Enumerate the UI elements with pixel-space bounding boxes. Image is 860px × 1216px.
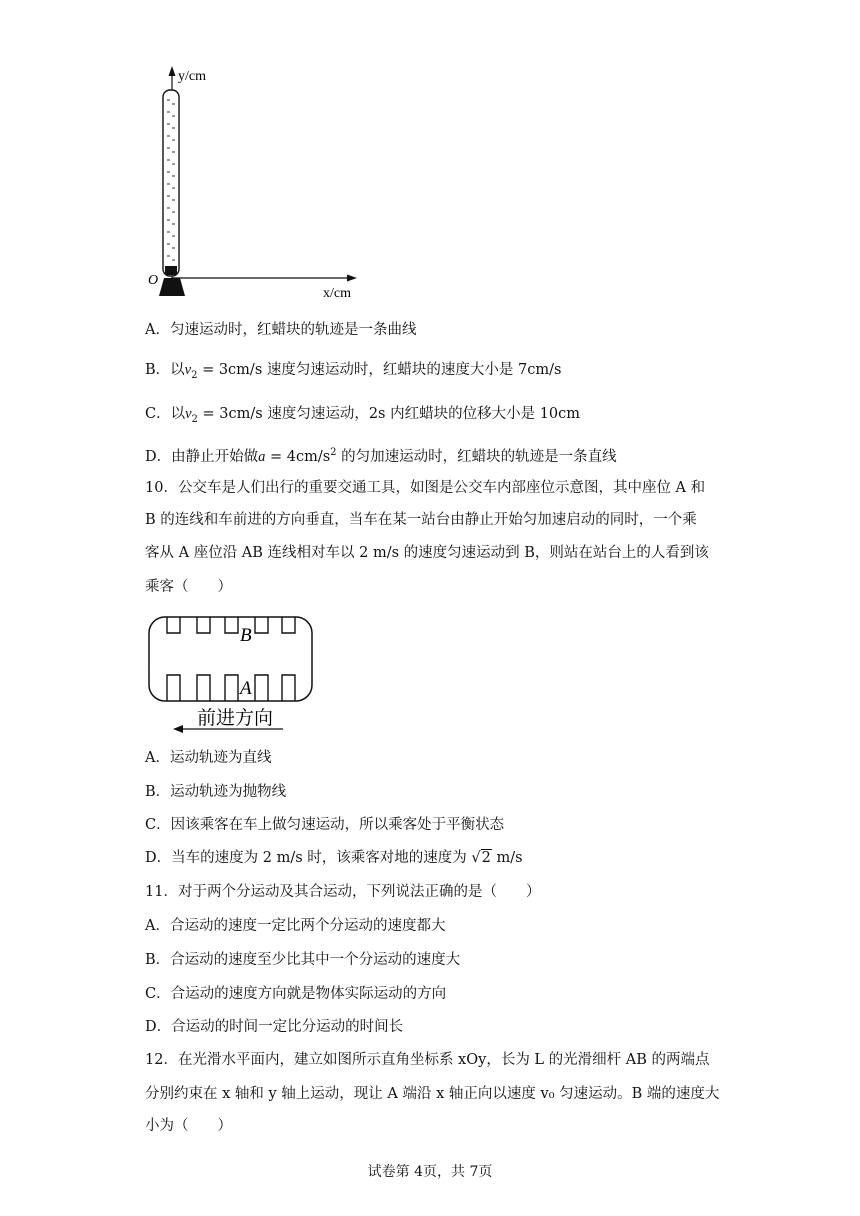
- origin-label: O: [148, 273, 159, 288]
- seat-b-label: B: [240, 625, 252, 646]
- q10-option-b: B．运动轨迹为抛物线: [145, 784, 287, 800]
- q9-option-c-var: v: [185, 406, 192, 422]
- q9-option-d-prefix: D．由静止开始做: [145, 448, 259, 465]
- q12-stem-line3: 小为（ ）: [145, 1118, 232, 1134]
- q10-option-d-suffix: m/s: [491, 850, 523, 866]
- q10-option-c: C．因该乘客在车上做匀速运动，所以乘客处于平衡状态: [145, 817, 505, 833]
- q11-option-d: D．合运动的时间一定比分运动的时间长: [145, 1019, 404, 1035]
- q12-stem-line2: 分别约束在 x 轴和 y 轴上运动，现让 A 端沿 x 轴正向以速度 v₀ 匀速运动。B 端的速度大: [145, 1086, 720, 1102]
- q9-option-d-eq: = 4cm/s: [265, 448, 331, 465]
- q9-option-b-prefix: B．以: [145, 362, 185, 378]
- seat-a-label: A: [240, 678, 252, 699]
- q9-option-c-suffix: 速度匀速运动，2s 内红蜡块的位移大小是 10cm: [262, 406, 581, 422]
- q9-option-d-sup: 2: [330, 447, 337, 458]
- q9-option-b-suffix: 速度匀速运动时，红蜡块的速度大小是 7cm/s: [262, 362, 562, 378]
- q10-option-d: [145, 848, 523, 868]
- q9-option-c-sub: 2: [191, 413, 198, 425]
- q9-option-d-var: a: [258, 448, 266, 465]
- q9-option-b-sub: 2: [191, 369, 198, 381]
- direction-arrow-icon: [173, 725, 183, 733]
- q11-stem: 11．对于两个分运动及其合运动，下列说法正确的是（ ）: [145, 884, 541, 900]
- q9-option-c: [145, 404, 580, 430]
- x-axis-label: x/cm: [323, 286, 351, 301]
- bus-seat-figure: [145, 612, 320, 734]
- q11-option-a: A．合运动的速度一定比两个分运动的速度都大: [145, 918, 446, 934]
- q9-option-d-suffix: 的匀加速运动时，红蜡块的轨迹是一条直线: [336, 448, 617, 465]
- q9-option-c-eq: = 3cm/s: [197, 406, 263, 422]
- q12-stem-line1: 12．在光滑水平面内，建立如图所示直角坐标系 xOy，长为 L 的光滑细杆 AB 的两端点: [145, 1052, 710, 1068]
- q9-option-b: [145, 360, 561, 386]
- q10-stem-line2: B 的连线和车前进的方向垂直，当车在某一站台由静止开始匀加速启动的同时，一个乘: [145, 512, 697, 528]
- q10-option-d-prefix: D．当车的速度为 2 m/s 时，该乘客对地的速度为: [145, 850, 467, 866]
- direction-label: 前进方向: [197, 707, 274, 729]
- q10-stem-line1: 10．公交车是人们出行的重要交通工具，如图是公交车内部座位示意图，其中座位 A 和: [145, 480, 706, 496]
- page-footer: 试卷第 4页，共 7页: [367, 1164, 493, 1180]
- q10-option-d-radicand: 2: [481, 850, 491, 866]
- q9-option-b-var: v: [184, 362, 192, 378]
- q9-option-a: A．匀速运动时，红蜡块的轨迹是一条曲线: [145, 322, 417, 338]
- q9-option-c-prefix: C．以: [145, 406, 186, 422]
- q10-stem-line3: 客从 A 座位沿 AB 连线相对车以 2 m/s 的速度匀速运动到 B，则站在站台上的人看到该: [145, 545, 709, 561]
- sqrt-symbol: √2: [471, 850, 491, 866]
- tube-axes-figure: [140, 60, 370, 310]
- q9-option-d: [145, 443, 617, 467]
- q10-option-a: A．运动轨迹为直线: [145, 750, 272, 766]
- y-axis-label: y/cm: [178, 69, 206, 84]
- q10-stem-line4: 乘客（ ）: [145, 579, 232, 595]
- q11-option-c: C．合运动的速度方向就是物体实际运动的方向: [145, 986, 447, 1002]
- q9-option-b-eq: = 3cm/s: [197, 362, 263, 378]
- q11-option-b: B．合运动的速度至少比其中一个分运动的速度大: [145, 952, 461, 968]
